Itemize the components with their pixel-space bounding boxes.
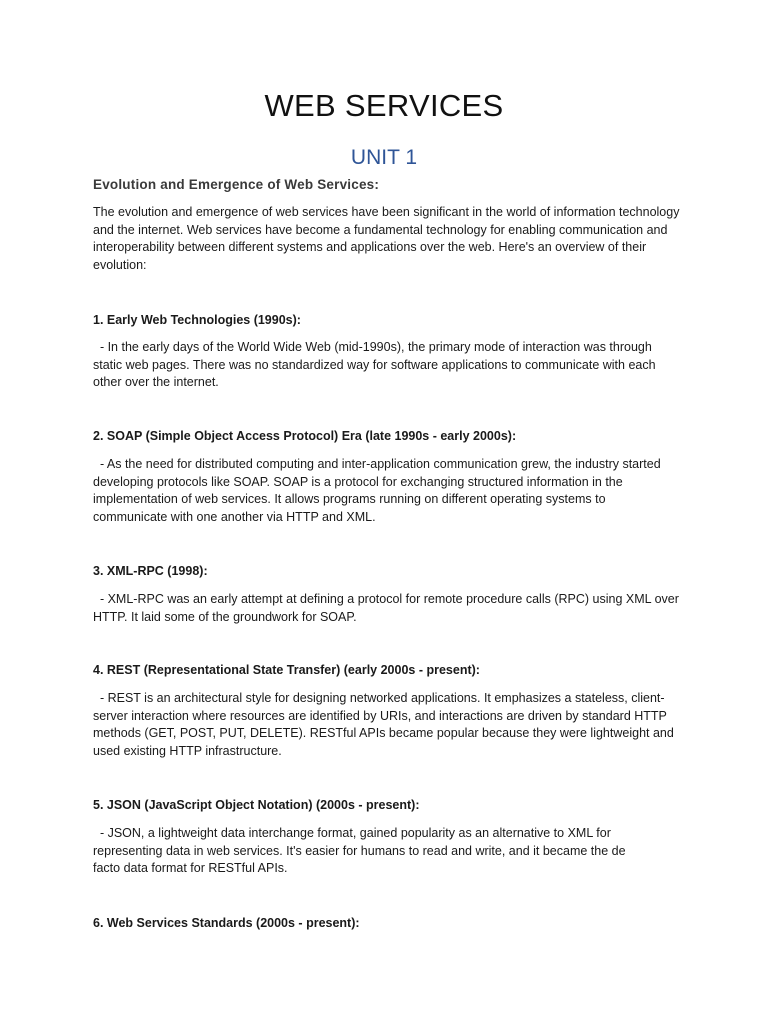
intro-paragraph: The evolution and emergence of web services have been significant in the world of information technology and the internet. Web services have become a fundamental technology for enabling communication and interoperability between different systems and applications over the web. Here's an overview of their evolution: bbox=[93, 205, 680, 272]
item-heading-6: 6. Web Services Standards (2000s - present): bbox=[93, 916, 360, 930]
item-text-2 bbox=[93, 456, 665, 526]
unit-title: UNIT 1 bbox=[350, 146, 418, 169]
section-heading: Evolution and Emergence of Web Services: bbox=[93, 177, 380, 192]
item-heading-1: 1. Early Web Technologies (1990s): bbox=[93, 313, 301, 327]
item-heading-3: 3. XML-RPC (1998): bbox=[93, 564, 208, 578]
item-text-1 bbox=[93, 339, 673, 392]
document-title: WEB SERVICES bbox=[264, 88, 504, 123]
item-text-3-body: - XML-RPC was an early attempt at defining a protocol for remote procedure calls (RPC) using XML over HTTP. It laid some of the groundwork for SOAP. bbox=[93, 592, 679, 624]
item-text-1-body: - In the early days of the World Wide Web (mid-1990s), the primary mode of interaction was through static web pages. There was no standardized way for software applications to communicate with each other over the internet. bbox=[93, 340, 656, 389]
item-heading-2: 2. SOAP (Simple Object Access Protocol) Era (late 1990s - early 2000s): bbox=[93, 429, 517, 443]
item-text-2-body: - As the need for distributed computing and inter-application communication grew, the industry started developing protocols like SOAP. SOAP is a protocol for exchanging structured information in the implementation of web services. It allows programs running on different operating systems to communicate with one another via HTTP and XML. bbox=[93, 457, 661, 524]
item-heading-5: 5. JSON (JavaScript Object Notation) (2000s - present): bbox=[93, 798, 420, 812]
item-text-4-body: - REST is an architectural style for designing networked applications. It emphasizes a stateless, client-server interaction where resources are identified by URIs, and interactions are driven by standard HTTP methods (GET, POST, PUT, DELETE). RESTful APIs became popular because they were lightweight and used existing HTTP infrastructure. bbox=[93, 691, 674, 758]
item-heading-4: 4. REST (Representational State Transfer) (early 2000s - present): bbox=[93, 663, 480, 677]
item-text-5 bbox=[93, 825, 648, 878]
item-text-5-body: - JSON, a lightweight data interchange format, gained popularity as an alternative to XML for representing data in web services. It's easier for humans to read and write, and it became the de facto data format for RESTful APIs. bbox=[93, 826, 626, 875]
item-text-3 bbox=[93, 591, 698, 626]
item-text-4 bbox=[93, 690, 698, 760]
